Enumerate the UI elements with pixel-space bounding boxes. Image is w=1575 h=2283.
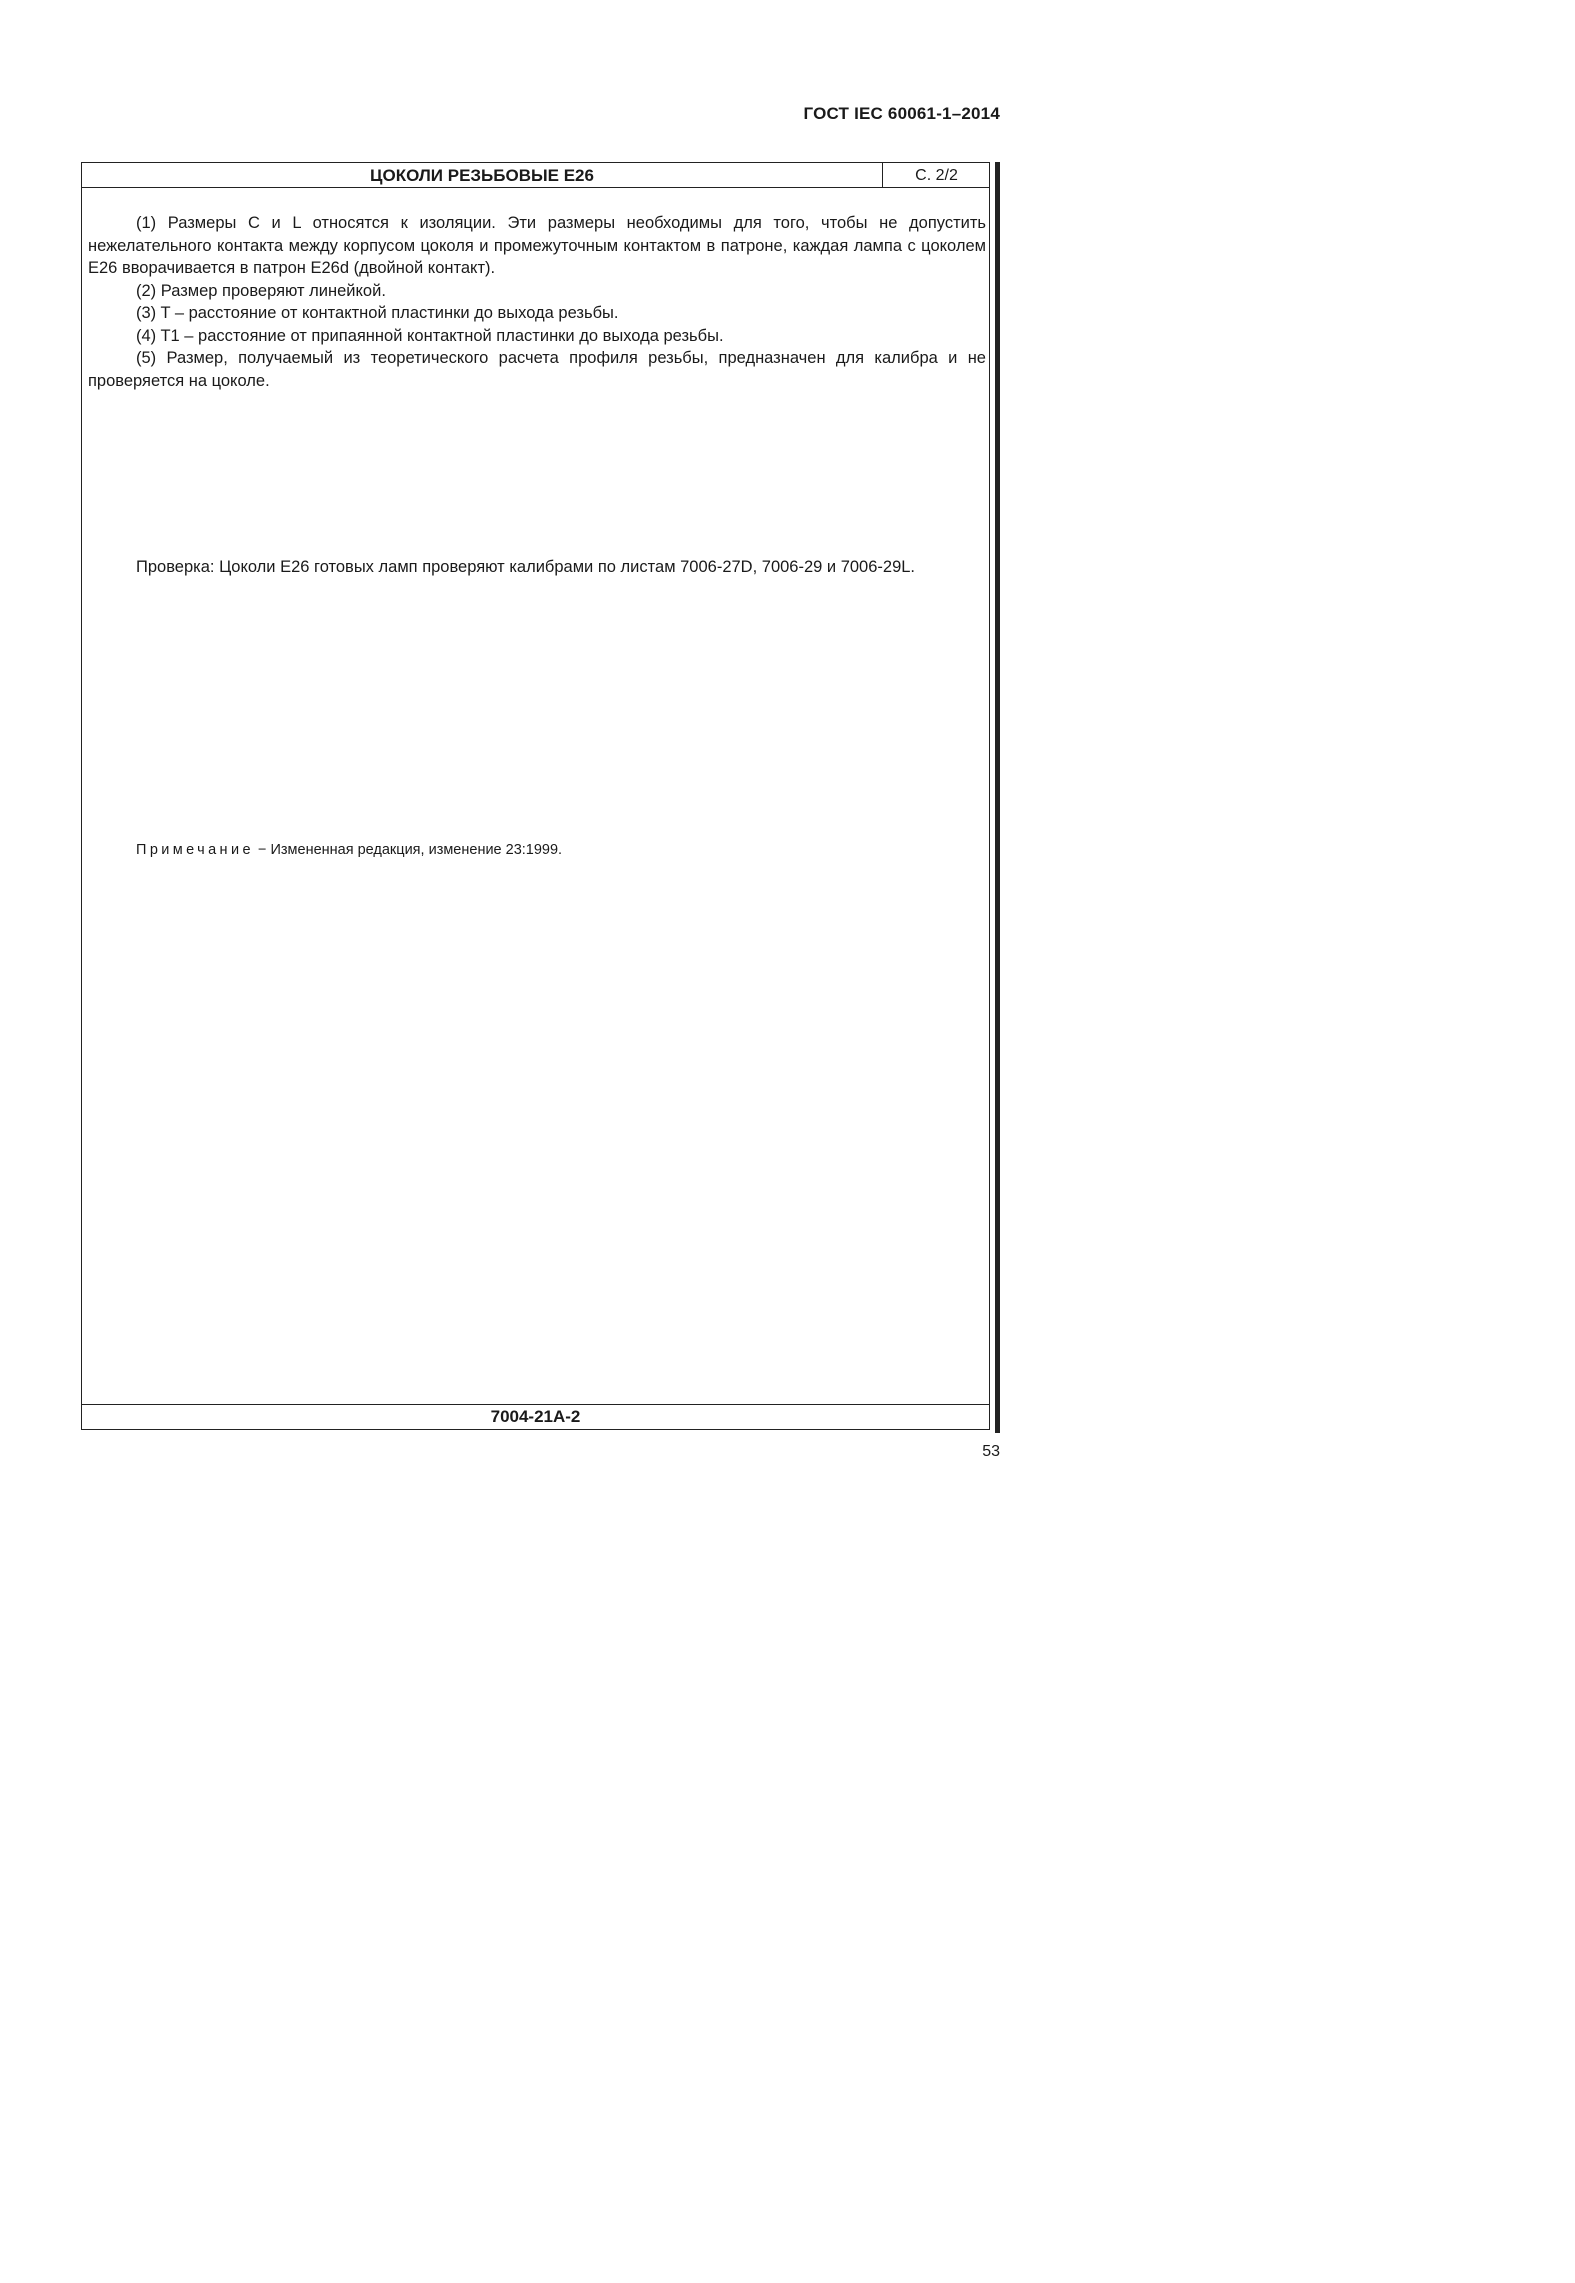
sheet-code: 7004-21А-2 bbox=[82, 1404, 989, 1429]
sheet-frame-shadow bbox=[995, 162, 1000, 1433]
page-number: 53 bbox=[982, 1443, 1000, 1460]
sheet-title: ЦОКОЛИ РЕЗЬБОВЫЕ Е26 bbox=[370, 166, 594, 185]
note-2: (2) Размер проверяют линейкой. bbox=[136, 281, 386, 300]
notes-block bbox=[88, 212, 986, 392]
note-1: (1) Размеры С и L относятся к изоляции. Эти размеры необходимы для того, чтобы не допустить нежелательного контакта между корпусом цоколя и промежуточным контактом в патроне, каждая лампа с цоколем Е26 вворачивается в патрон Е26d (двойной контакт). bbox=[88, 214, 986, 277]
remark-label: Примечание bbox=[136, 842, 254, 858]
sheet-page-label: С. 2/2 bbox=[882, 163, 990, 187]
note-5: (5) Размер, получаемый из теоретического расчета профиля резьбы, предназначен для калибра и не проверяется на цоколе. bbox=[88, 349, 986, 390]
sheet-frame bbox=[81, 162, 990, 1430]
check-block bbox=[88, 556, 986, 579]
document-page bbox=[0, 0, 1080, 1565]
sheet-title-row bbox=[82, 163, 989, 188]
note-3: (3) T – расстояние от контактной пластинки до выхода резьбы. bbox=[136, 304, 619, 322]
standard-designation: ГОСТ IEC 60061-1–2014 bbox=[803, 104, 1000, 123]
note-4: (4) T1 – расстояние от припаянной контактной пластинки до выхода резьбы. bbox=[136, 326, 724, 345]
check-paragraph: Проверка: Цоколи Е26 готовых ламп проверяют калибрами по листам 7006-27D, 7006-29 и 7006-29L. bbox=[136, 558, 916, 576]
remark-text: − Измененная редакция, изменение 23:1999. bbox=[253, 842, 563, 858]
remark bbox=[136, 840, 562, 860]
